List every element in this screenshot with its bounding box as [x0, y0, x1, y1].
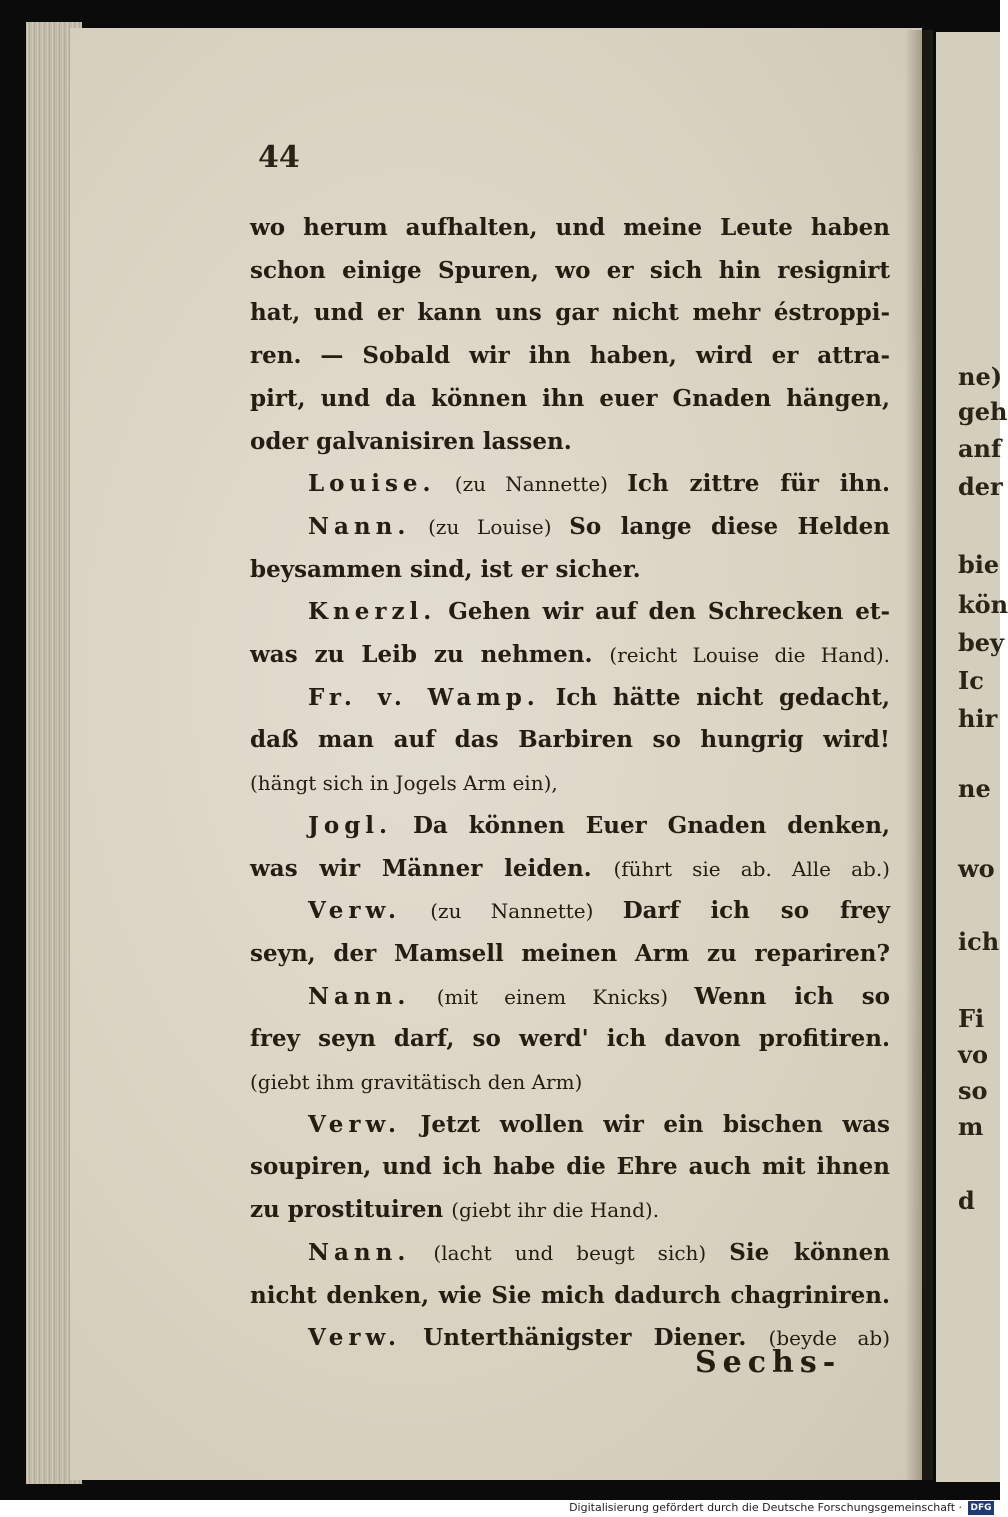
stage-direction: (führt sie ab. Alle ab.): [613, 857, 890, 881]
dialogue-text: frey seyn darf, so werd' ich davon profitiren.: [250, 1025, 890, 1052]
dialogue-text: pirt, und da können ihn euer Gnaden hängen,: [250, 385, 890, 412]
adjacent-page-text: m: [958, 1112, 984, 1141]
dialogue-text: was zu Leib zu nehmen.: [250, 641, 610, 668]
speaker-name: Jogl.: [308, 812, 393, 839]
text-line: [250, 763, 890, 803]
catchword: Sechs-: [695, 1345, 842, 1380]
dialogue-text: oder galvanisiren lassen.: [250, 428, 572, 455]
funding-credit: Digitalisierung gefördert durch die Deutsche Forschungsgemeinschaft ·: [569, 1501, 962, 1514]
dfg-logo: DFG: [968, 1501, 994, 1515]
speaker-name: Nann.: [308, 1239, 411, 1266]
dialogue-text: Ich zittre für ihn.: [627, 470, 891, 497]
adjacent-page-text: Ic: [958, 666, 984, 695]
speaker-name: Nann.: [308, 983, 411, 1010]
page-number: 44: [258, 140, 300, 175]
stage-direction: (zu Nannette): [435, 472, 628, 496]
stage-direction: (hängt sich in Jogels Arm ein),: [250, 771, 558, 795]
text-line: [250, 1190, 890, 1230]
text-line: [250, 336, 890, 376]
adjacent-page-text: der: [958, 472, 1003, 501]
dialogue-text: wo herum aufhalten, und meine Leute haben: [250, 214, 890, 241]
dialogue-text: hat, und er kann uns gar nicht mehr éstroppi-: [250, 299, 890, 326]
text-line: [308, 678, 890, 718]
dialogue-text: Unterthänigster Diener.: [400, 1324, 769, 1351]
text-line: [250, 1019, 890, 1059]
adjacent-page-text: ne): [958, 362, 1003, 391]
dialogue-text: ren. — Sobald wir ihn haben, wird er attra-: [250, 342, 890, 369]
text-line: [250, 1276, 890, 1316]
stage-direction: (mit einem Knicks): [410, 985, 695, 1009]
text-line: [308, 592, 890, 632]
dialogue-text: So lange diese Helden: [569, 513, 890, 540]
adjacent-page-text: d: [958, 1186, 975, 1215]
dialogue-text: beysammen sind, ist er sicher.: [250, 556, 641, 583]
adjacent-page-text: bey: [958, 628, 1004, 657]
dialogue-text: seyn, der Mamsell meinen Arm zu repariren?: [250, 940, 890, 967]
text-line: [308, 806, 890, 846]
dialogue-text: Darf ich so frey: [622, 897, 890, 924]
adjacent-page-text: wo: [958, 854, 995, 883]
text-line: [308, 1233, 890, 1273]
speaker-name: Verw.: [308, 897, 401, 924]
text-line: [308, 507, 890, 547]
dialogue-text: soupiren, und ich habe die Ehre auch mit ihnen: [250, 1153, 890, 1180]
text-line: [250, 1062, 890, 1102]
dialogue-text: zu prostituiren: [250, 1196, 452, 1223]
text-line: [250, 422, 890, 462]
dialogue-text: schon einige Spuren, wo er sich hin resignirt: [250, 257, 890, 284]
dialogue-text: daß man auf das Barbiren so hungrig wird!: [250, 726, 890, 753]
text-line: [250, 934, 890, 974]
adjacent-page-text: kön: [958, 590, 1008, 619]
adjacent-page-text: ne: [958, 774, 991, 803]
adjacent-page-fragment: [936, 32, 1008, 1482]
text-line: [250, 251, 890, 291]
adjacent-page-text: Fi: [958, 1004, 985, 1033]
text-line: [250, 720, 890, 760]
speaker-name: Louise.: [308, 470, 436, 497]
stage-direction: (lacht und beugt sich): [410, 1241, 730, 1265]
adjacent-page-text: anf: [958, 434, 1002, 463]
text-line: [250, 293, 890, 333]
text-line: [250, 208, 890, 248]
stage-direction: (giebt ihr die Hand).: [451, 1198, 660, 1222]
text-line: [250, 635, 890, 675]
dialogue-text: Jetzt wollen wir ein bischen was: [400, 1111, 890, 1138]
text-line: [308, 464, 890, 504]
footer-bar: [0, 1500, 1000, 1517]
dialogue-text: Ich hätte nicht gedacht,: [539, 684, 891, 711]
adjacent-page-text: geh: [958, 397, 1008, 426]
adjacent-page-text: bie: [958, 550, 1000, 579]
book-gutter: [905, 30, 933, 1480]
dialogue-text: Wenn ich so: [694, 983, 890, 1010]
stage-direction: (zu Louise): [410, 515, 570, 539]
adjacent-page-text: ich: [958, 927, 1000, 956]
speaker-name: Nann.: [308, 513, 411, 540]
stage-direction: (beyde ab): [768, 1326, 891, 1350]
dialogue-text: Da können Euer Gnaden denken,: [392, 812, 890, 839]
speaker-name: Knerzl.: [308, 598, 437, 625]
stage-direction: (giebt ihm gravitätisch den Arm): [250, 1070, 583, 1094]
speaker-name: Fr. v. Wamp.: [308, 684, 540, 711]
stage-direction: (zu Nannette): [400, 899, 623, 923]
text-line: [308, 1105, 890, 1145]
stage-direction: (reicht Louise die Hand).: [609, 643, 891, 667]
text-line: [308, 977, 890, 1017]
text-line: [250, 379, 890, 419]
dialogue-text: Sie können: [729, 1239, 890, 1266]
dialogue-text: Gehen wir auf den Schrecken et-: [436, 598, 890, 625]
dialogue-text: nicht denken, wie Sie mich dadurch chagriniren.: [250, 1282, 890, 1309]
adjacent-page-text: hir: [958, 704, 998, 733]
speaker-name: Verw.: [308, 1111, 401, 1138]
text-line: [308, 891, 890, 931]
text-line: [250, 1147, 890, 1187]
adjacent-page-text: vo: [958, 1040, 988, 1069]
text-line: [250, 550, 890, 590]
speaker-name: Verw.: [308, 1324, 401, 1351]
adjacent-page-text: so: [958, 1076, 988, 1105]
dialogue-text: was wir Männer leiden.: [250, 855, 614, 882]
text-line: [250, 849, 890, 889]
